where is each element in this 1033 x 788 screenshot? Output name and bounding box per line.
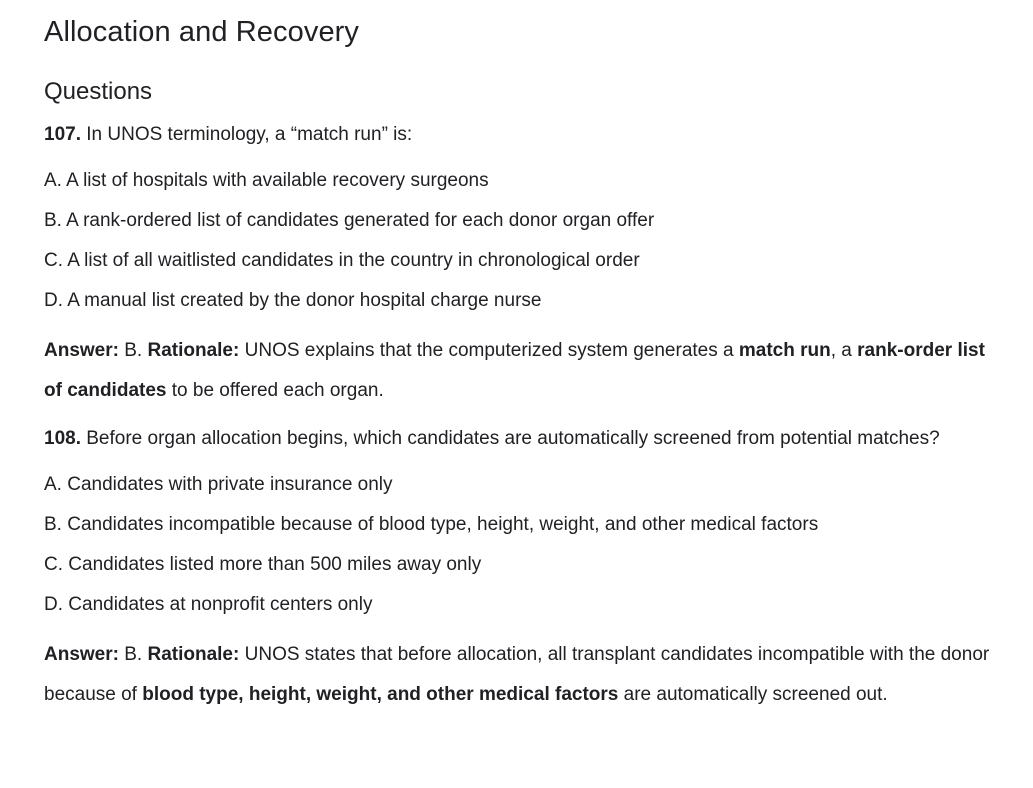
answer-108	[44, 635, 1004, 715]
rationale-text: UNOS explains that the computerized system generates a	[239, 340, 739, 361]
rationale-text: UNOS states that before allocation, all transplant candidates incompatible with the donor because of	[44, 644, 990, 705]
section-heading: Questions	[44, 78, 153, 105]
options-list-108	[44, 465, 1033, 625]
rationale-emphasis: rank-order list of candidates	[44, 340, 985, 401]
option-a: A. Candidates with private insurance only	[44, 474, 393, 495]
question-number: 108.	[44, 428, 81, 449]
question-107	[44, 115, 1004, 155]
question-text: Before organ allocation begins, which candidates are automatically screened from potential matches?	[80, 428, 940, 449]
option-d: D. A manual list created by the donor hospital charge nurse	[44, 290, 542, 311]
question-108	[44, 419, 1004, 459]
rationale-label: Rationale:	[147, 644, 240, 665]
answer-value: B.	[118, 644, 148, 665]
question-text: In UNOS terminology, a “match run” is:	[80, 124, 413, 145]
option-c: C. Candidates listed more than 500 miles away only	[44, 554, 482, 575]
question-number: 107.	[44, 124, 81, 145]
option-b: B. A rank-ordered list of candidates generated for each donor organ offer	[44, 210, 655, 231]
rationale-text: to be offered each organ.	[166, 380, 384, 401]
answer-value: B.	[118, 340, 148, 361]
answer-label: Answer:	[44, 340, 119, 361]
rationale-text: , a	[830, 340, 858, 361]
rationale-emphasis: blood type, height, weight, and other medical factors	[142, 684, 619, 705]
rationale-emphasis: match run	[738, 340, 831, 361]
page-title: Allocation and Recovery	[44, 16, 360, 48]
rationale-label: Rationale:	[147, 340, 240, 361]
options-list-107	[44, 161, 1033, 321]
option-b: B. Candidates incompatible because of blood type, height, weight, and other medical factors	[44, 514, 819, 535]
option-c: C. A list of all waitlisted candidates in the country in chronological order	[44, 250, 640, 271]
answer-label: Answer:	[44, 644, 119, 665]
option-a: A. A list of hospitals with available recovery surgeons	[44, 170, 489, 191]
answer-107	[44, 331, 1004, 411]
option-d: D. Candidates at nonprofit centers only	[44, 594, 373, 615]
rationale-text: are automatically screened out.	[618, 684, 888, 705]
